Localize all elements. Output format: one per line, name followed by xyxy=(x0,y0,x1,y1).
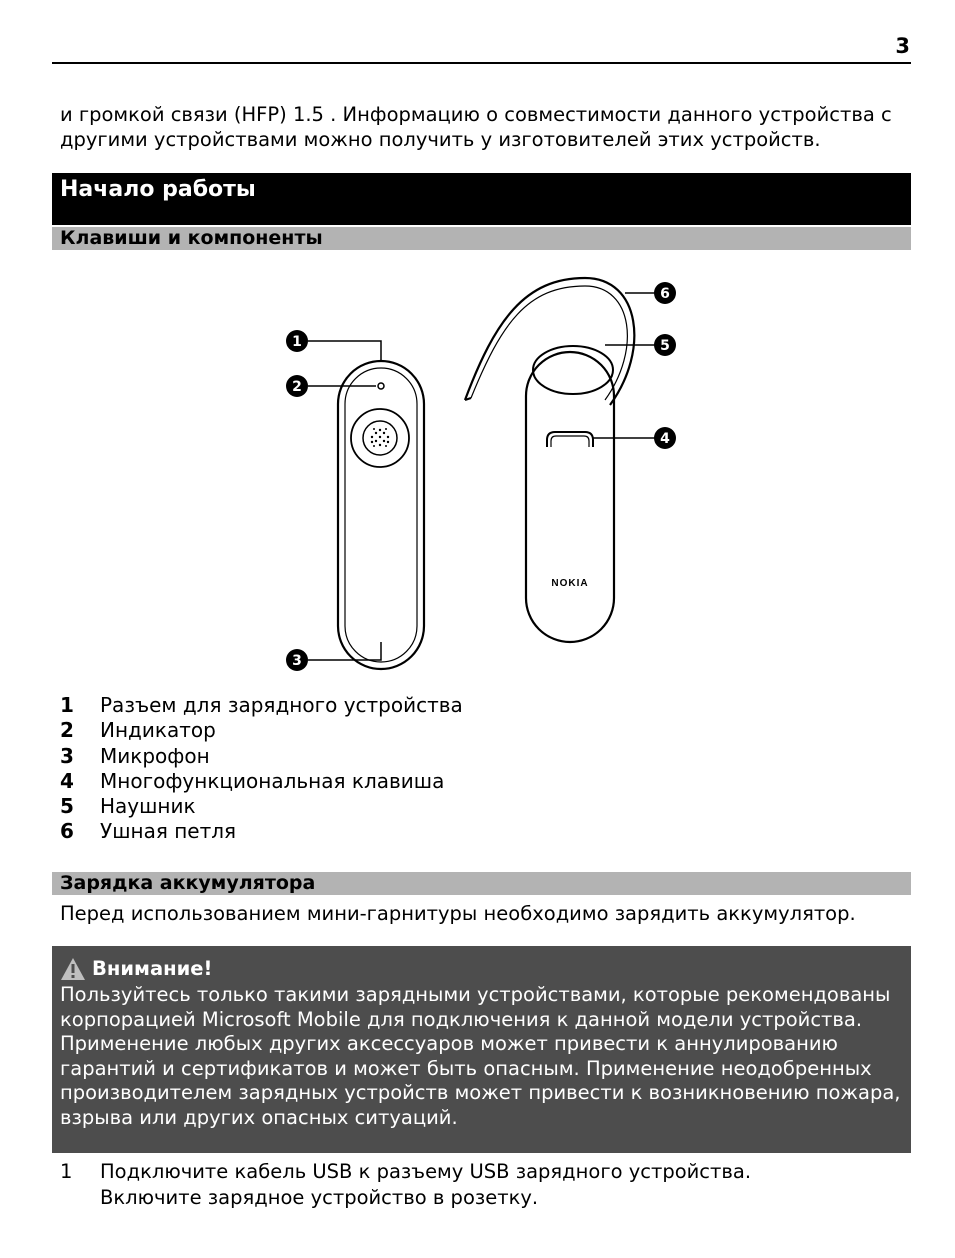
legend-item xyxy=(60,718,560,743)
legend-number: 5 xyxy=(60,794,74,819)
page-number: 3 xyxy=(895,34,910,58)
svg-text:3: 3 xyxy=(292,653,302,669)
legend-number: 3 xyxy=(60,743,74,768)
headset-front-body xyxy=(338,361,424,669)
svg-text:6: 6 xyxy=(660,286,670,302)
intro-paragraph: и громкой связи (HFP) 1.5 . Информацию о совместимости данного устройства с другими устройствами можно получить у изготовителей этих устройств. xyxy=(60,103,892,151)
legend-item xyxy=(60,744,560,769)
headset-illustration xyxy=(255,270,685,680)
legend-item xyxy=(60,769,560,794)
legend-number: 1 xyxy=(60,693,74,717)
warning-title: Внимание! xyxy=(92,957,213,980)
svg-text:5: 5 xyxy=(660,338,670,354)
multifunction-key xyxy=(547,432,593,447)
charging-intro-paragraph: Перед использованием мини-гарнитуры необходимо зарядить аккумулятор. xyxy=(60,902,856,925)
section-title: Начало работы xyxy=(52,173,911,225)
callout-3 xyxy=(286,649,308,671)
legend-item xyxy=(60,819,560,844)
svg-text:4: 4 xyxy=(660,431,670,447)
headset-side-body xyxy=(526,352,614,642)
step-item xyxy=(60,1159,910,1211)
step-number: 1 xyxy=(60,1160,73,1183)
callout-6 xyxy=(654,282,676,304)
step-text-line-1: Подключите кабель USB к разъему USB зарядного устройства. xyxy=(100,1160,752,1183)
svg-text:2: 2 xyxy=(292,379,302,395)
callout-line-1 xyxy=(308,341,381,361)
subsection-keys-title: Клавиши и компоненты xyxy=(52,227,911,250)
indicator-dot xyxy=(378,383,384,389)
charging-steps xyxy=(60,1159,910,1211)
ear-loop xyxy=(465,278,634,405)
headset-front-inner xyxy=(345,368,417,662)
legend-number: 6 xyxy=(60,819,74,844)
legend-label: Ушная петля xyxy=(100,819,237,844)
brand-logo: NOKIA xyxy=(551,578,589,589)
earpiece xyxy=(533,346,613,394)
header-rule xyxy=(52,62,911,64)
grille-holes-icon xyxy=(371,428,389,447)
callout-4 xyxy=(654,427,676,449)
legend-label: Микрофон xyxy=(100,743,210,768)
warning-box xyxy=(52,946,911,1153)
legend-item xyxy=(60,693,560,718)
callout-5 xyxy=(654,334,676,356)
callout-line-3 xyxy=(308,642,381,660)
legend-label: Многофункциональная клавиша xyxy=(100,768,445,793)
legend-number: 2 xyxy=(60,718,74,743)
legend-number: 4 xyxy=(60,768,74,793)
callout-2 xyxy=(286,375,308,397)
svg-text:1: 1 xyxy=(292,334,302,350)
legend-label: Наушник xyxy=(100,794,196,819)
legend-label: Индикатор xyxy=(100,718,216,743)
components-legend xyxy=(60,693,560,845)
ear-loop-inner xyxy=(471,286,627,400)
subsection-charging-title: Зарядка аккумулятора xyxy=(52,872,911,895)
warning-triangle-icon xyxy=(60,957,86,981)
step-text-line-2: Включите зарядное устройство в розетку. xyxy=(100,1186,539,1209)
warning-text: Пользуйтесь только такими зарядными устройствами, которые рекомендованы корпорацией Microsoft Mobile для подключения к данной модели устройства. Применение любых других аксессуаров может привести к аннулированию гарантий и сертификатов и может быть опасным. Применение неодобренных производителем зарядных устройств может привести к возникновению пожара, взрыва или других опасных ситуаций. xyxy=(60,983,901,1129)
callout-1 xyxy=(286,330,308,352)
warning-header xyxy=(60,956,903,982)
legend-item xyxy=(60,794,560,819)
legend-label: Разъем для зарядного устройства xyxy=(100,693,463,717)
